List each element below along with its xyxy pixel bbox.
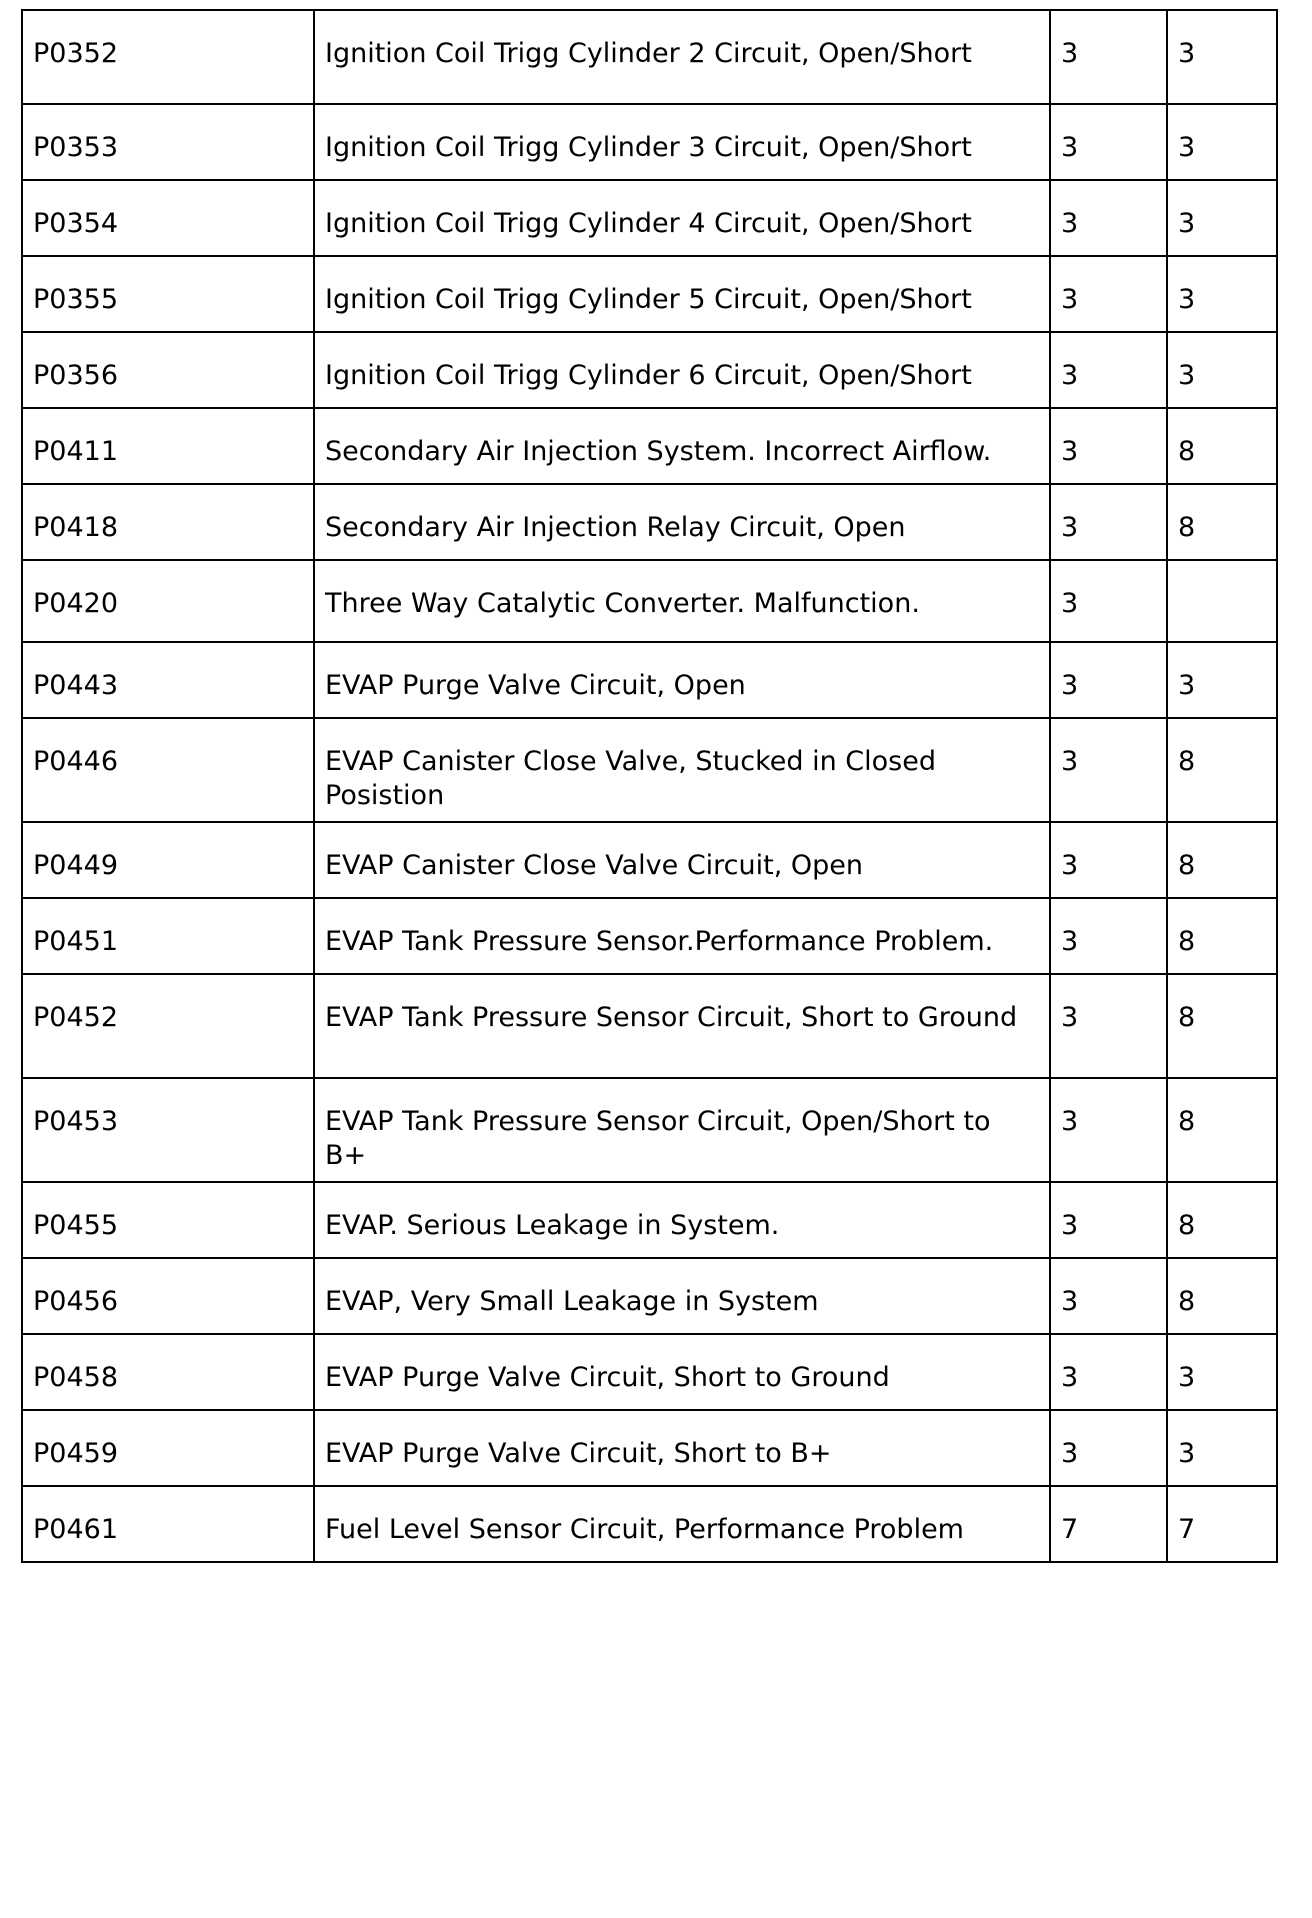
dtc-description-cell: EVAP Purge Valve Circuit, Short to Ground [314, 1334, 1050, 1410]
dtc-value-a-cell: 3 [1050, 484, 1167, 560]
dtc-code-cell: P0354 [22, 180, 314, 256]
dtc-value-a-cell: 3 [1050, 1258, 1167, 1334]
dtc-description-cell: EVAP Purge Valve Circuit, Open [314, 642, 1050, 718]
dtc-value-b-cell: 3 [1167, 1410, 1277, 1486]
dtc-value-a-cell: 7 [1050, 1486, 1167, 1562]
table-row [22, 332, 1277, 408]
dtc-value-b-cell: 3 [1167, 332, 1277, 408]
dtc-description-cell: Secondary Air Injection System. Incorrect Airflow. [314, 408, 1050, 484]
dtc-code-cell: P0443 [22, 642, 314, 718]
table-row [22, 1486, 1277, 1562]
dtc-value-a-cell: 3 [1050, 10, 1167, 104]
table-row [22, 484, 1277, 560]
dtc-code-cell: P0418 [22, 484, 314, 560]
dtc-value-b-cell: 8 [1167, 484, 1277, 560]
table-row [22, 822, 1277, 898]
dtc-code-cell: P0451 [22, 898, 314, 974]
dtc-description-cell: Ignition Coil Trigg Cylinder 2 Circuit, Open/Short [314, 10, 1050, 104]
table-row [22, 1182, 1277, 1258]
dtc-value-b-cell: 8 [1167, 1258, 1277, 1334]
dtc-description-cell: Ignition Coil Trigg Cylinder 3 Circuit, Open/Short [314, 104, 1050, 180]
dtc-value-a-cell: 3 [1050, 332, 1167, 408]
dtc-value-a-cell: 3 [1050, 1078, 1167, 1182]
dtc-description-cell: EVAP Canister Close Valve, Stucked in Closed Posistion [314, 718, 1050, 822]
dtc-value-b-cell: 8 [1167, 1078, 1277, 1182]
dtc-value-a-cell: 3 [1050, 560, 1167, 642]
dtc-value-b-cell: 3 [1167, 10, 1277, 104]
dtc-value-b-cell: 3 [1167, 1334, 1277, 1410]
table-row [22, 1410, 1277, 1486]
table-row [22, 180, 1277, 256]
table-row [22, 718, 1277, 822]
dtc-code-cell: P0353 [22, 104, 314, 180]
table-row [22, 408, 1277, 484]
dtc-table-body [22, 10, 1277, 1562]
dtc-value-b-cell: 3 [1167, 180, 1277, 256]
dtc-value-a-cell: 3 [1050, 1334, 1167, 1410]
dtc-description-cell: Secondary Air Injection Relay Circuit, Open [314, 484, 1050, 560]
dtc-description-cell: EVAP. Serious Leakage in System. [314, 1182, 1050, 1258]
dtc-code-cell: P0452 [22, 974, 314, 1078]
table-row [22, 898, 1277, 974]
dtc-code-cell: P0456 [22, 1258, 314, 1334]
dtc-description-cell: EVAP Purge Valve Circuit, Short to B+ [314, 1410, 1050, 1486]
dtc-description-cell: Fuel Level Sensor Circuit, Performance Problem [314, 1486, 1050, 1562]
dtc-value-a-cell: 3 [1050, 104, 1167, 180]
dtc-value-b-cell: 8 [1167, 1182, 1277, 1258]
dtc-description-cell: EVAP Tank Pressure Sensor Circuit, Open/Short to B+ [314, 1078, 1050, 1182]
dtc-value-a-cell: 3 [1050, 180, 1167, 256]
dtc-code-cell: P0453 [22, 1078, 314, 1182]
dtc-value-b-cell: 3 [1167, 104, 1277, 180]
dtc-value-a-cell: 3 [1050, 974, 1167, 1078]
dtc-description-cell: Ignition Coil Trigg Cylinder 6 Circuit, Open/Short [314, 332, 1050, 408]
dtc-value-b-cell: 8 [1167, 974, 1277, 1078]
dtc-code-cell: P0459 [22, 1410, 314, 1486]
table-row [22, 560, 1277, 642]
table-row [22, 1078, 1277, 1182]
dtc-description-cell: EVAP Tank Pressure Sensor.Performance Problem. [314, 898, 1050, 974]
dtc-description-cell: EVAP Canister Close Valve Circuit, Open [314, 822, 1050, 898]
dtc-value-b-cell: 8 [1167, 822, 1277, 898]
dtc-table [21, 9, 1278, 1563]
table-row [22, 974, 1277, 1078]
dtc-code-cell: P0449 [22, 822, 314, 898]
dtc-description-cell: Three Way Catalytic Converter. Malfunction. [314, 560, 1050, 642]
dtc-value-b-cell: 8 [1167, 898, 1277, 974]
dtc-value-b-cell: 8 [1167, 408, 1277, 484]
table-row [22, 104, 1277, 180]
dtc-description-cell: Ignition Coil Trigg Cylinder 5 Circuit, Open/Short [314, 256, 1050, 332]
dtc-description-cell: EVAP, Very Small Leakage in System [314, 1258, 1050, 1334]
dtc-value-a-cell: 3 [1050, 898, 1167, 974]
dtc-description-cell: Ignition Coil Trigg Cylinder 4 Circuit, Open/Short [314, 180, 1050, 256]
table-row [22, 256, 1277, 332]
dtc-value-b-cell: 8 [1167, 718, 1277, 822]
dtc-value-a-cell: 3 [1050, 256, 1167, 332]
table-row [22, 642, 1277, 718]
dtc-value-a-cell: 3 [1050, 408, 1167, 484]
dtc-value-b-cell: 3 [1167, 256, 1277, 332]
dtc-value-a-cell: 3 [1050, 822, 1167, 898]
dtc-value-a-cell: 3 [1050, 642, 1167, 718]
dtc-code-cell: P0411 [22, 408, 314, 484]
table-row [22, 1258, 1277, 1334]
dtc-value-b-cell: 7 [1167, 1486, 1277, 1562]
dtc-code-cell: P0458 [22, 1334, 314, 1410]
dtc-code-cell: P0352 [22, 10, 314, 104]
dtc-code-cell: P0455 [22, 1182, 314, 1258]
table-row [22, 1334, 1277, 1410]
dtc-code-cell: P0356 [22, 332, 314, 408]
dtc-value-b-cell [1167, 560, 1277, 642]
dtc-code-cell: P0420 [22, 560, 314, 642]
dtc-code-cell: P0355 [22, 256, 314, 332]
dtc-description-cell: EVAP Tank Pressure Sensor Circuit, Short to Ground [314, 974, 1050, 1078]
dtc-code-cell: P0461 [22, 1486, 314, 1562]
dtc-value-a-cell: 3 [1050, 718, 1167, 822]
dtc-code-cell: P0446 [22, 718, 314, 822]
table-row [22, 10, 1277, 104]
dtc-value-a-cell: 3 [1050, 1410, 1167, 1486]
dtc-value-a-cell: 3 [1050, 1182, 1167, 1258]
dtc-value-b-cell: 3 [1167, 642, 1277, 718]
